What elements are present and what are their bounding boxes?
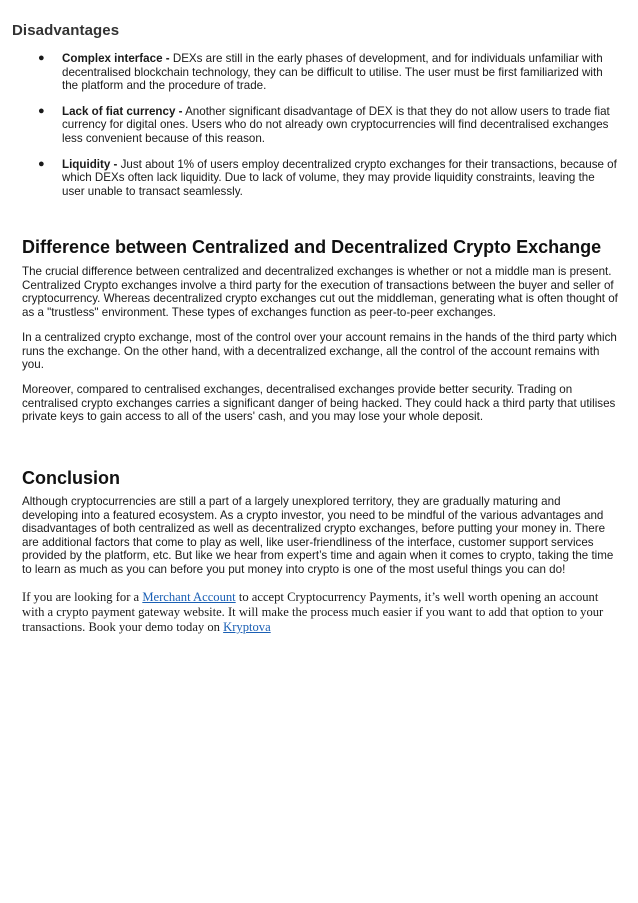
list-item-text: DEXs are still in the early phases of development, and for individuals unfamiliar with decentralised blockchain technology, they can be difficult to utilise. The user must be first familiarized with the platform and the procedure of trade. [62,52,603,93]
list-item-text: Just about 1% of users employ decentralized crypto exchanges for their transactions, because of which DEXs often lack liquidity. Due to lack of volume, they may provide liquidity constraints, leaving the user unable to transact seamlessly. [62,157,617,198]
difference-paragraph-1: The crucial difference between centralized and decentralized exchanges is whether or not a middle man is present. Centralized Crypto exchanges involve a third party for the execution of transactions between the buyer and seller of cryptocurrency. Whereas decentralized crypto exchanges cut out the middleman, generating what is often thought of as a "trustless" environment. These types of exchanges function as peer-to-peer exchanges. [22,265,618,319]
list-item [38,52,618,93]
difference-heading: Difference between Centralized and Decentralized Crypto Exchange [22,237,602,257]
list-item-term: Liquidity - [62,157,118,171]
conclusion-text-before: If you are looking for a [22,590,143,604]
merchant-account-link[interactable]: Merchant Account [142,590,236,604]
kryptova-link[interactable]: Kryptova [223,620,271,634]
list-item-text: Another significant disadvantage of DEX is that they do not allow users to trade fiat currency for digital ones. Users who do not already own cryptocurrencies will find decentralised exchanges less convenient because of this reason. [62,104,610,145]
conclusion-heading: Conclusion [22,468,120,488]
difference-paragraph-3: Moreover, compared to centralised exchanges, decentralised exchanges provide better security. Trading on centralised crypto exchanges carries a significant danger of being hacked. They could hack a third party that utilises private keys to gain access to all of the users' cash, and you may lose your whole deposit. [22,383,616,424]
list-item-term: Complex interface - [62,52,170,65]
conclusion-paragraph-2 [22,590,622,635]
bullet-icon: ● [38,157,45,170]
conclusion-text-middle: to accept Cryptocurrency Payments, it’s well worth opening an account with a crypto payment gateway website. It will make the process much easier if you want to add that option to your transactions. Book your demo today on [22,590,604,634]
difference-paragraph-2: In a centralized crypto exchange, most of the control over your account remains in the hands of the third party which runs the exchange. On the other hand, with a decentralized exchange, all the control of the account remains with you. [22,331,617,372]
conclusion-paragraph-1: Although cryptocurrencies are still a part of a largely unexplored territory, they are gradually maturing and developing into a featured ecosystem. As a crypto investor, you need to be mindful of the various advantages and disadvantages of both centralized as well as decentralized crypto exchanges, before putting your money in. There are additional factors that come to play as well, like user-friendliness of the interface, customer support services provided by the platform, etc. But like we hear from expert’s time and again when it comes to crypto, taking the time to learn as much as you can before you put money into crypto is one of the most useful things you can do! [22,495,614,576]
disadvantages-list [38,52,618,210]
disadvantages-heading: Disadvantages [12,22,120,39]
list-item-term: Lack of fiat currency - [62,104,183,118]
list-item [38,158,618,199]
bullet-icon: ● [38,104,45,117]
bullet-icon: ● [38,52,45,64]
list-item [38,105,618,146]
